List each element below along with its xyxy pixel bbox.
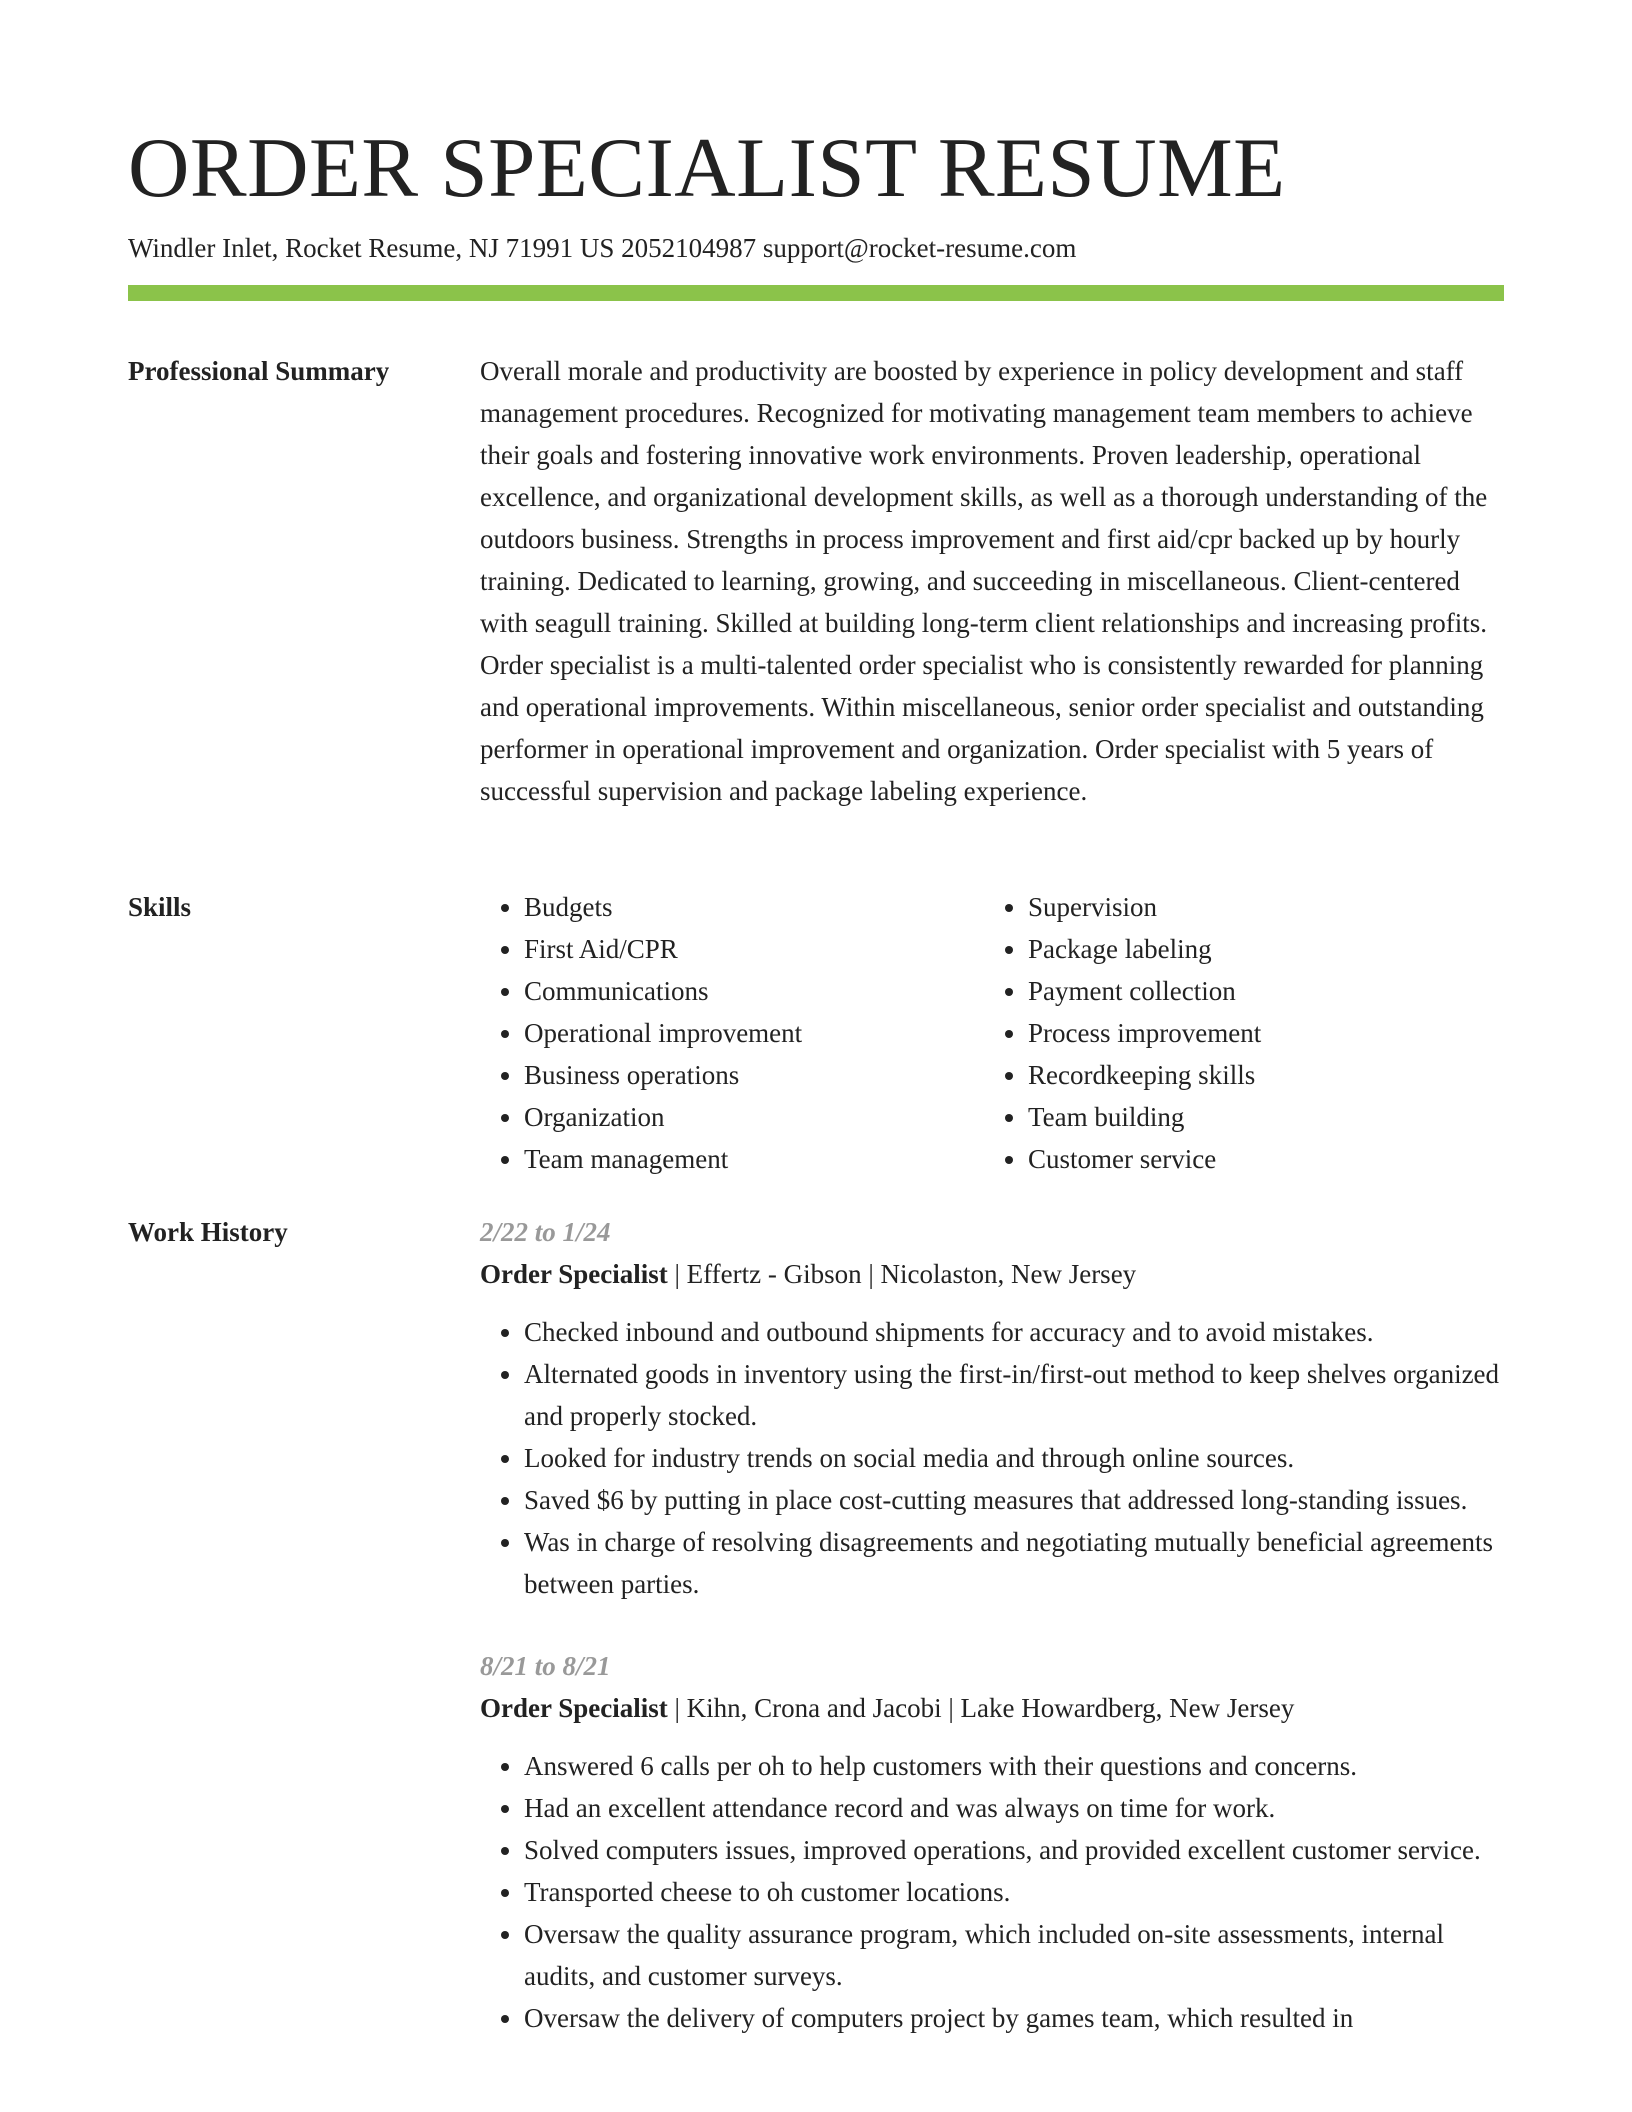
job-entry — [480, 1211, 1504, 1605]
job-bullet: • Oversaw the delivery of computers project by games team, which resulted in — [524, 1997, 1504, 2039]
skill-item: • Team management — [524, 1138, 984, 1180]
job-bullet: • Had an excellent attendance record and was always on time for work. — [524, 1787, 1504, 1829]
job-details: | Effertz - Gibson | Nicolaston, New Jersey — [667, 1259, 1137, 1289]
job-bullet: • Oversaw the quality assurance program, which included on-site assessments, internal audits, and customer surveys. — [524, 1913, 1504, 1997]
job-dates: 8/21 to 8/21 — [480, 1651, 611, 1681]
summary-text: Overall morale and productivity are boosted by experience in policy development and staff management procedures. Recognized for motivating management team members to achieve their goals and fostering innovative work environments. Proven leadership, operational excellence, and organizational development skills, as well as a thorough understanding of the outdoors business. Strengths in process improvement and first aid/cpr backed up by hourly training. Dedicated to learning, growing, and succeeding in miscellaneous. Client-centered with seagull training. Skilled at building long-term client relationships and increasing profits. Order specialist is a multi-talented order specialist who is consistently rewarded for planning and operational improvements. Within miscellaneous, senior order specialist and outstanding performer in operational improvement and organization. Order specialist with 5 years of successful supervision and package labeling experience. — [480, 356, 1488, 806]
skill-item: • Team building — [1028, 1096, 1488, 1138]
skills-column-left — [480, 886, 984, 1180]
summary-body — [480, 350, 1504, 812]
skill-item: • Business operations — [524, 1054, 984, 1096]
job-heading — [480, 1253, 1504, 1295]
job-bullet: • Transported cheese to oh customer locations. — [524, 1871, 1504, 1913]
job-bullet: • Looked for industry trends on social media and through online sources. — [524, 1437, 1504, 1479]
skill-item: • Recordkeeping skills — [1028, 1054, 1488, 1096]
skill-item: • Payment collection — [1028, 970, 1488, 1012]
skill-item: • Communications — [524, 970, 984, 1012]
skill-item: • Operational improvement — [524, 1012, 984, 1054]
job-entry — [480, 1645, 1504, 2039]
accent-divider — [128, 285, 1504, 301]
work-history-body — [480, 1211, 1504, 2079]
skill-item: • Organization — [524, 1096, 984, 1138]
skills-label: Skills — [128, 892, 192, 922]
job-title: Order Specialist — [480, 1259, 668, 1289]
skill-item: • Customer service — [1028, 1138, 1488, 1180]
job-bullet: • Answered 6 calls per oh to help customers with their questions and concerns. — [524, 1745, 1504, 1787]
summary-label: Professional Summary — [128, 356, 390, 386]
work-history-label: Work History — [128, 1217, 288, 1247]
job-bullets — [480, 1311, 1504, 1605]
skills-column-right — [984, 886, 1488, 1180]
job-title: Order Specialist — [480, 1693, 668, 1723]
job-bullets — [480, 1745, 1504, 2039]
job-bullet: • Solved computers issues, improved operations, and provided excellent customer service. — [524, 1829, 1504, 1871]
skill-item: • First Aid/CPR — [524, 928, 984, 970]
job-bullet: • Was in charge of resolving disagreements and negotiating mutually beneficial agreements between parties. — [524, 1521, 1504, 1605]
skills-body — [480, 886, 1504, 1180]
job-bullet: • Alternated goods in inventory using the first-in/first-out method to keep shelves organized and properly stocked. — [524, 1353, 1504, 1437]
job-dates: 2/22 to 1/24 — [480, 1217, 611, 1247]
contact-info: Windler Inlet, Rocket Resume, NJ 71991 US 2052104987 support@rocket-resume.com — [128, 233, 1077, 263]
job-bullet: • Saved $6 by putting in place cost-cutting measures that addressed long-standing issues. — [524, 1479, 1504, 1521]
skill-item: • Supervision — [1028, 886, 1488, 928]
job-heading — [480, 1687, 1504, 1729]
skill-item: • Budgets — [524, 886, 984, 928]
job-bullet: • Checked inbound and outbound shipments for accuracy and to avoid mistakes. — [524, 1311, 1504, 1353]
job-details: | Kihn, Crona and Jacobi | Lake Howardberg, New Jersey — [667, 1693, 1295, 1723]
resume-title: ORDER SPECIALIST RESUME — [128, 121, 1286, 215]
skill-item: • Package labeling — [1028, 928, 1488, 970]
skill-item: • Process improvement — [1028, 1012, 1488, 1054]
